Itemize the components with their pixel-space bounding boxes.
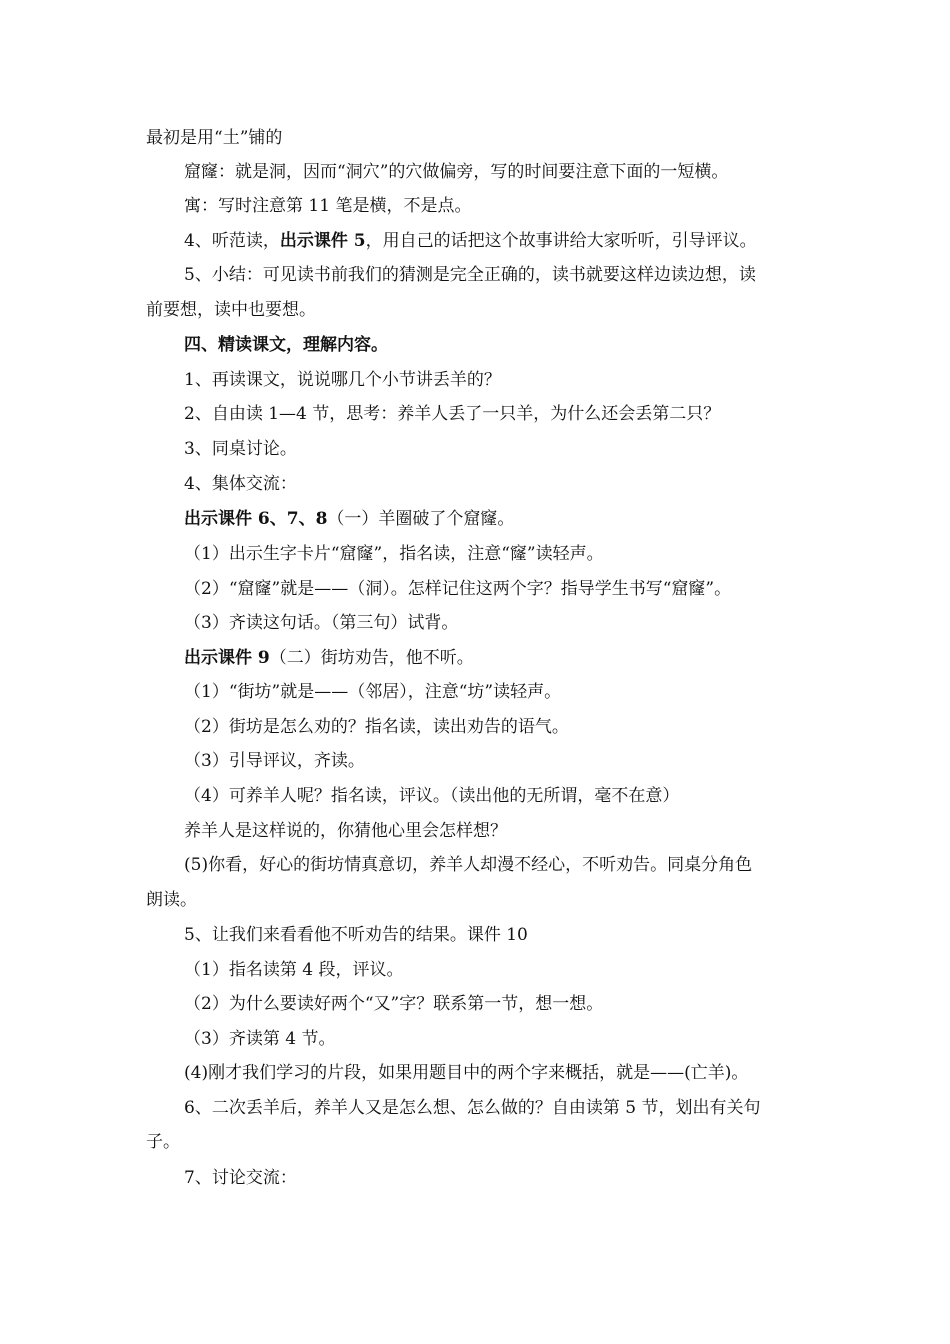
text-line: 出示课件 6、7、8（一）羊圈破了个窟窿。 (184, 509, 515, 529)
text-line: （2）为什么要读好两个“又”字？联系第一节，想一想。 (184, 994, 604, 1014)
text-line: （4）可养羊人呢？指名读，评议。（读出他的无所谓，毫不在意） (184, 786, 680, 806)
text-line: 窟窿：就是洞，因而“洞穴”的穴做偏旁，写的时间要注意下面的一短横。 (184, 162, 729, 182)
text-line: 5、让我们来看看他不听劝告的结果。课件 10 (184, 925, 528, 945)
text-line: 养羊人是这样说的，你猜他心里会怎样想？ (184, 821, 507, 841)
text-line: （1）出示生字卡片“窟窿”，指名读，注意“窿”读轻声。 (184, 544, 604, 564)
text-line: 出示课件 9（二）街坊劝告，他不听。 (184, 648, 474, 668)
text-line: 3、同桌讨论。 (184, 439, 297, 459)
text-line: 4、集体交流： (184, 474, 297, 494)
text-line: （2）街坊是怎么劝的？指名读，读出劝告的语气。 (184, 717, 569, 737)
text-line: 寓：写时注意第 11 笔是横，不是点。 (184, 196, 472, 216)
text-line: (5)你看，好心的街坊情真意切，养羊人却漫不经心，不听劝告。同桌分角色 (184, 855, 753, 875)
text-line: 7、讨论交流： (184, 1168, 297, 1188)
text-line: 6、二次丢羊后，养羊人又是怎么想、怎么做的？自由读第 5 节，划出有关句 (184, 1098, 761, 1118)
text-line: 1、再读课文，说说哪几个小节讲丢羊的？ (184, 370, 501, 390)
text-line: 朗读。 (146, 890, 197, 910)
text-line: (4)刚才我们学习的片段，如果用题目中的两个字来概括，就是——(亡羊)。 (184, 1063, 749, 1083)
text-line: 4、听范读，出示课件 5，用自己的话把这个故事讲给大家听听，引导评议。 (184, 231, 757, 251)
text-line: （1）指名读第 4 段，评议。 (184, 960, 404, 980)
text-line: 子。 (146, 1132, 180, 1152)
text-line: 最初是用“土”铺的 (146, 128, 283, 148)
text-line: （3）引导评议，齐读。 (184, 751, 365, 771)
text-line: （2）“窟窿”就是——（洞）。怎样记住这两个字？指导学生书写“窟窿”。 (184, 579, 732, 599)
text-line: （3）齐读第 4 节。 (184, 1029, 336, 1049)
text-line: 前要想，读中也要想。 (146, 300, 316, 320)
text-line: （1）“街坊”就是——（邻居），注意“坊”读轻声。 (184, 682, 562, 702)
text-line: 2、自由读 1—4 节，思考：养羊人丢了一只羊，为什么还会丢第二只？ (184, 404, 721, 424)
text-line: 5、小结：可见读书前我们的猜测是完全正确的，读书就要这样边读边想，读 (184, 265, 756, 285)
text-line: （3）齐读这句话。（第三句）试背。 (184, 613, 459, 633)
section-heading: 四、精读课文，理解内容。 (184, 335, 388, 355)
